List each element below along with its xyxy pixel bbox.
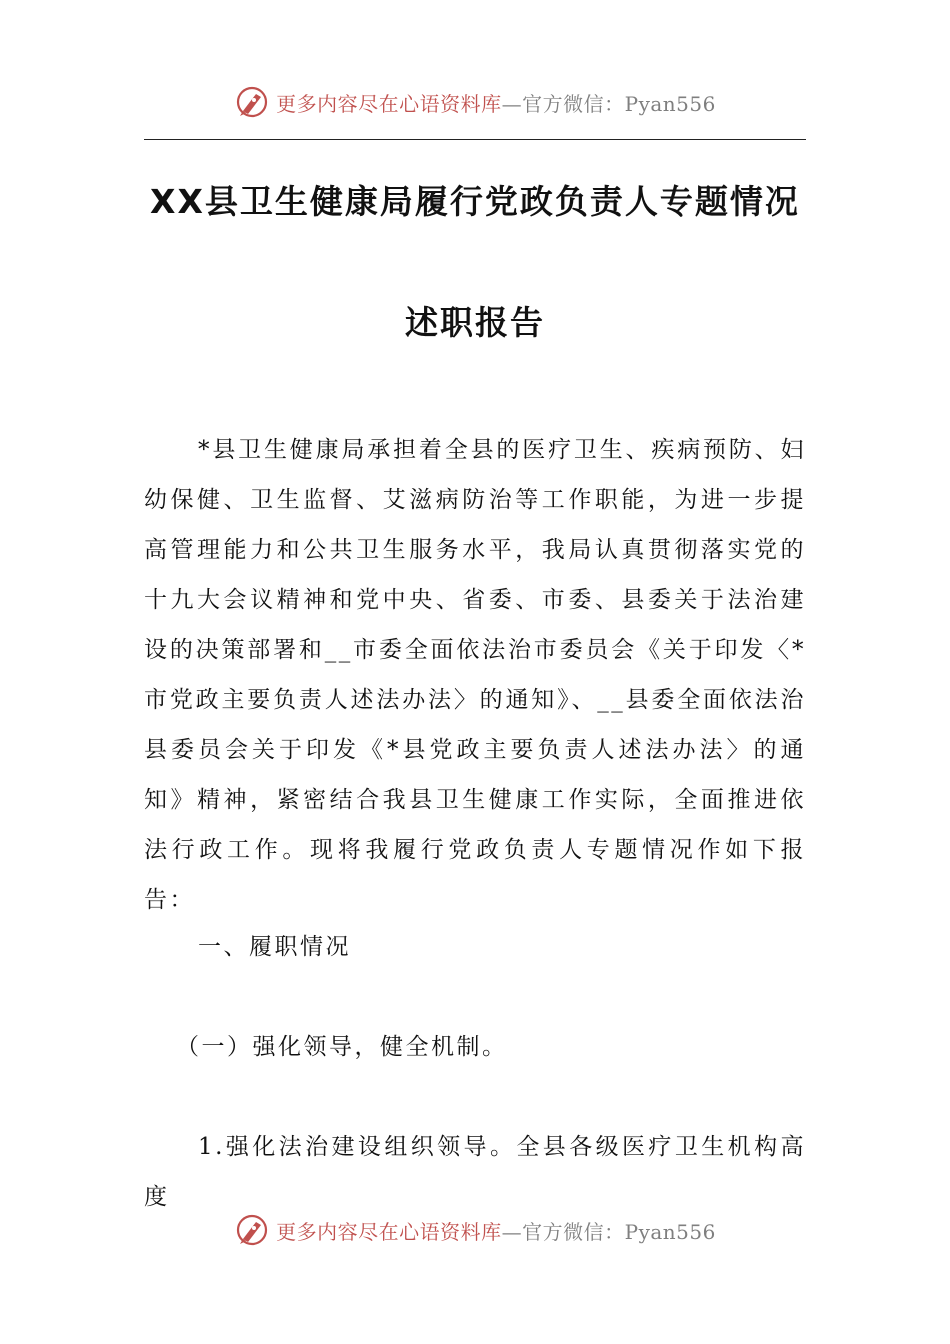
document-title-line-2: 述职报告 xyxy=(405,303,545,342)
banner-text-wechat: —官方微信：Pyan556 xyxy=(501,91,716,116)
banner-text xyxy=(276,1216,716,1245)
header-divider xyxy=(144,139,806,140)
banner-text-wechat: —官方微信：Pyan556 xyxy=(501,1219,716,1244)
pen-nib-icon xyxy=(234,84,270,120)
banner-text-brand: 更多内容尽在心语资料库 xyxy=(276,91,502,116)
pen-nib-icon xyxy=(234,1212,270,1248)
header-banner xyxy=(0,82,950,122)
subsection-heading: （一）强化领导，健全机制。 xyxy=(176,1034,508,1060)
banner-text xyxy=(276,88,716,117)
section-heading: 一、履职情况 xyxy=(198,934,351,960)
document-title-line-1: XX县卫生健康局履行党政负责人专题情况 xyxy=(150,182,800,221)
banner-text-brand: 更多内容尽在心语资料库 xyxy=(276,1219,502,1244)
footer-banner xyxy=(0,1210,950,1250)
intro-paragraph: *县卫生健康局承担着全县的医疗卫生、疾病预防、妇幼保健、卫生监督、艾滋病防治等工作职能，为进一步提高管理能力和公共卫生服务水平，我局认真贯彻落实党的十九大会议精神和党中央、省委、市委、县委关于法治建设的决策部署和__市委全面依法治市委员会《关于印发〈*市党政主要负责人述法办法〉的通知》、__县委全面依法治县委员会关于印发《*县党政主要负责人述法办法〉的通知》精神，紧密结合我县卫生健康工作实际，全面推进依法行政工作。现将我履行党政负责人专题情况作如下报告： xyxy=(144,437,806,913)
numbered-item: 1.强化法治建设组织领导。全县各级医疗卫生机构高度 xyxy=(144,1134,806,1210)
